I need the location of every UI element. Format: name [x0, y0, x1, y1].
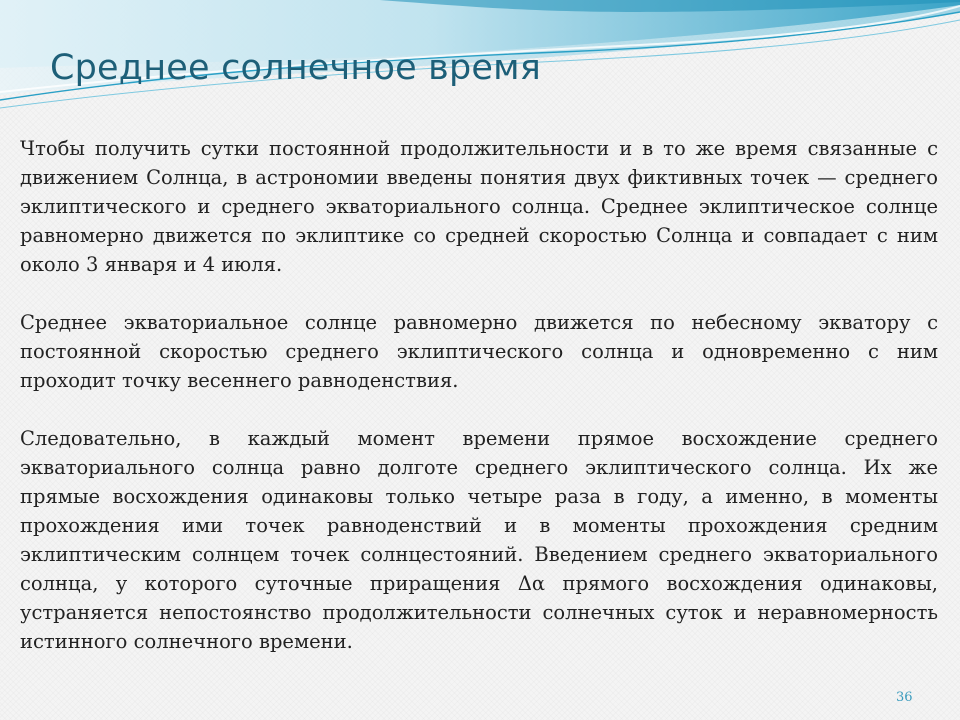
paragraph-2: Среднее экваториальное солнце равномерно движется по небесному экватору с постоянной скоростью среднего эклиптического солнца и одновременно с ним проходит точку весеннего равноденствия.: [20, 311, 938, 392]
slide-title: Среднее солнечное время: [50, 48, 541, 88]
paragraph-3: Следовательно, в каждый момент времени прямое восхождение среднего экваториального солнца равно долготе среднего эклиптического солнца. Их же прямые восхождения одинаковы только четыре раза в году, а именно, в моменты прохождения ими точек равноденствий и в моменты прохождения средним эклиптическим солнцем точек солнцестояний. Введением среднего экваториального солнца, у которого суточные приращения Δα прямого восхождения одинаковы, устраняется непостоянство продолжительности солнечных суток и неравномерность истинного солнечного времени.: [20, 427, 938, 653]
slide-body: [20, 134, 938, 685]
page-number: 36: [896, 690, 913, 705]
paragraph-1: Чтобы получить сутки постоянной продолжительности и в то же время связанные с движением Солнца, в астрономии введены понятия двух фиктивных точек — среднего эклиптического и среднего экваториального солнца. Среднее эклиптическое солнце равномерно движется по эклиптике со средней скоростью Солнца и совпадает с ним около 3 января и 4 июля.: [20, 137, 938, 276]
